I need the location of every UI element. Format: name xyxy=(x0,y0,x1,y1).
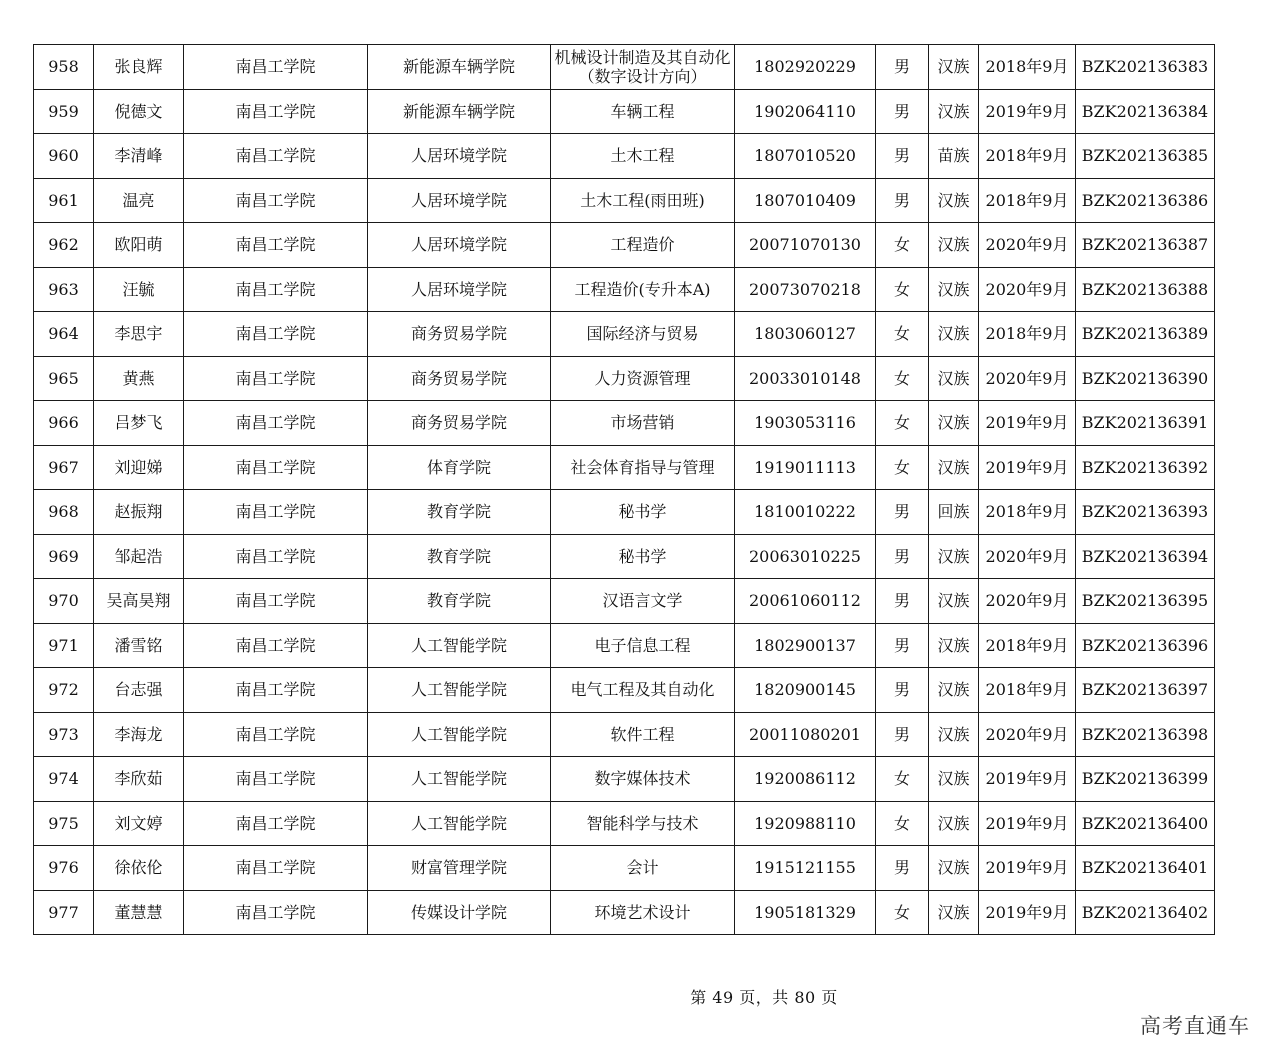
cell-cert-no: BZK202136402 xyxy=(1076,890,1215,935)
cell-enroll-date: 2019年9月 xyxy=(979,846,1076,891)
cell-gender: 男 xyxy=(876,45,929,90)
page-footer xyxy=(0,985,1280,1008)
cell-gender: 女 xyxy=(876,445,929,490)
cell-cert-no: BZK202136393 xyxy=(1076,490,1215,535)
cell-ethnicity: 汉族 xyxy=(929,712,979,757)
cell-student-id: 20033010148 xyxy=(735,356,876,401)
cell-enroll-date: 2020年9月 xyxy=(979,579,1076,624)
cell-gender: 女 xyxy=(876,267,929,312)
cell-name: 潘雪铭 xyxy=(94,623,184,668)
table-row xyxy=(34,490,1215,535)
cell-enroll-date: 2018年9月 xyxy=(979,668,1076,713)
cell-school: 南昌工学院 xyxy=(184,89,368,134)
cell-enroll-date: 2019年9月 xyxy=(979,89,1076,134)
cell-ethnicity: 苗族 xyxy=(929,134,979,179)
cell-cert-no: BZK202136400 xyxy=(1076,801,1215,846)
cell-cert-no: BZK202136392 xyxy=(1076,445,1215,490)
cell-ethnicity: 汉族 xyxy=(929,579,979,624)
cell-student-id: 1820900145 xyxy=(735,668,876,713)
cell-college: 新能源车辆学院 xyxy=(368,45,551,90)
cell-cert-no: BZK202136383 xyxy=(1076,45,1215,90)
cell-school: 南昌工学院 xyxy=(184,178,368,223)
cell-name: 汪毓 xyxy=(94,267,184,312)
table-row xyxy=(34,267,1215,312)
cell-gender: 女 xyxy=(876,356,929,401)
cell-name: 欧阳萌 xyxy=(94,223,184,268)
cell-ethnicity: 汉族 xyxy=(929,846,979,891)
cell-student-id: 1810010222 xyxy=(735,490,876,535)
cell-name: 赵振翔 xyxy=(94,490,184,535)
cell-major: 人力资源管理 xyxy=(551,356,735,401)
cell-name: 温亮 xyxy=(94,178,184,223)
cell-cert-no: BZK202136387 xyxy=(1076,223,1215,268)
cell-name: 董慧慧 xyxy=(94,890,184,935)
cell-major: 汉语言文学 xyxy=(551,579,735,624)
table-row xyxy=(34,579,1215,624)
cell-cert-no: BZK202136386 xyxy=(1076,178,1215,223)
cell-college: 人工智能学院 xyxy=(368,623,551,668)
table-row xyxy=(34,45,1215,90)
cell-seq: 968 xyxy=(34,490,94,535)
student-roster-table xyxy=(33,44,1215,935)
page-middle: 页，共 xyxy=(733,988,795,1007)
cell-ethnicity: 汉族 xyxy=(929,223,979,268)
cell-name: 李欣茹 xyxy=(94,757,184,802)
cell-gender: 男 xyxy=(876,846,929,891)
cell-name: 台志强 xyxy=(94,668,184,713)
cell-student-id: 1903053116 xyxy=(735,401,876,446)
cell-school: 南昌工学院 xyxy=(184,890,368,935)
cell-college: 人工智能学院 xyxy=(368,801,551,846)
cell-name: 吕梦飞 xyxy=(94,401,184,446)
cell-seq: 964 xyxy=(34,312,94,357)
cell-enroll-date: 2018年9月 xyxy=(979,623,1076,668)
cell-student-id: 20073070218 xyxy=(735,267,876,312)
cell-seq: 975 xyxy=(34,801,94,846)
cell-seq: 961 xyxy=(34,178,94,223)
cell-name: 李清峰 xyxy=(94,134,184,179)
cell-college: 人工智能学院 xyxy=(368,712,551,757)
cell-cert-no: BZK202136397 xyxy=(1076,668,1215,713)
cell-major: 工程造价 xyxy=(551,223,735,268)
cell-student-id: 1802920229 xyxy=(735,45,876,90)
cell-student-id: 1807010409 xyxy=(735,178,876,223)
cell-ethnicity: 汉族 xyxy=(929,757,979,802)
table-row xyxy=(34,534,1215,579)
cell-enroll-date: 2019年9月 xyxy=(979,801,1076,846)
cell-enroll-date: 2018年9月 xyxy=(979,312,1076,357)
cell-school: 南昌工学院 xyxy=(184,579,368,624)
cell-ethnicity: 回族 xyxy=(929,490,979,535)
cell-seq: 976 xyxy=(34,846,94,891)
cell-seq: 959 xyxy=(34,89,94,134)
table-row xyxy=(34,356,1215,401)
cell-college: 商务贸易学院 xyxy=(368,401,551,446)
cell-college: 商务贸易学院 xyxy=(368,356,551,401)
cell-college: 商务贸易学院 xyxy=(368,312,551,357)
cell-seq: 977 xyxy=(34,890,94,935)
cell-ethnicity: 汉族 xyxy=(929,401,979,446)
cell-major: 市场营销 xyxy=(551,401,735,446)
cell-college: 财富管理学院 xyxy=(368,846,551,891)
cell-gender: 男 xyxy=(876,668,929,713)
cell-enroll-date: 2020年9月 xyxy=(979,712,1076,757)
cell-enroll-date: 2018年9月 xyxy=(979,490,1076,535)
cell-gender: 男 xyxy=(876,623,929,668)
cell-name: 倪德文 xyxy=(94,89,184,134)
cell-seq: 967 xyxy=(34,445,94,490)
cell-gender: 女 xyxy=(876,312,929,357)
cell-seq: 962 xyxy=(34,223,94,268)
page-prefix: 第 xyxy=(690,988,713,1007)
cell-student-id: 1919011113 xyxy=(735,445,876,490)
cell-gender: 女 xyxy=(876,801,929,846)
cell-name: 李海龙 xyxy=(94,712,184,757)
cell-college: 人居环境学院 xyxy=(368,178,551,223)
cell-enroll-date: 2019年9月 xyxy=(979,401,1076,446)
cell-school: 南昌工学院 xyxy=(184,356,368,401)
cell-name: 张良辉 xyxy=(94,45,184,90)
cell-ethnicity: 汉族 xyxy=(929,445,979,490)
cell-school: 南昌工学院 xyxy=(184,223,368,268)
cell-major: 工程造价(专升本A) xyxy=(551,267,735,312)
cell-student-id: 1920988110 xyxy=(735,801,876,846)
cell-cert-no: BZK202136389 xyxy=(1076,312,1215,357)
cell-student-id: 1807010520 xyxy=(735,134,876,179)
cell-major: 车辆工程 xyxy=(551,89,735,134)
table-row xyxy=(34,757,1215,802)
cell-enroll-date: 2019年9月 xyxy=(979,445,1076,490)
cell-ethnicity: 汉族 xyxy=(929,312,979,357)
cell-ethnicity: 汉族 xyxy=(929,890,979,935)
cell-college: 体育学院 xyxy=(368,445,551,490)
cell-cert-no: BZK202136394 xyxy=(1076,534,1215,579)
cell-major: 社会体育指导与管理 xyxy=(551,445,735,490)
cell-seq: 971 xyxy=(34,623,94,668)
table-row xyxy=(34,846,1215,891)
cell-ethnicity: 汉族 xyxy=(929,45,979,90)
cell-cert-no: BZK202136398 xyxy=(1076,712,1215,757)
table-row xyxy=(34,712,1215,757)
cell-school: 南昌工学院 xyxy=(184,757,368,802)
table-row xyxy=(34,134,1215,179)
cell-seq: 960 xyxy=(34,134,94,179)
cell-major: 秘书学 xyxy=(551,490,735,535)
cell-gender: 女 xyxy=(876,223,929,268)
cell-gender: 女 xyxy=(876,401,929,446)
cell-cert-no: BZK202136399 xyxy=(1076,757,1215,802)
cell-student-id: 20063010225 xyxy=(735,534,876,579)
cell-enroll-date: 2018年9月 xyxy=(979,178,1076,223)
cell-college: 传媒设计学院 xyxy=(368,890,551,935)
cell-school: 南昌工学院 xyxy=(184,134,368,179)
cell-college: 新能源车辆学院 xyxy=(368,89,551,134)
cell-gender: 男 xyxy=(876,534,929,579)
cell-name: 刘迎娣 xyxy=(94,445,184,490)
cell-seq: 970 xyxy=(34,579,94,624)
cell-college: 人居环境学院 xyxy=(368,134,551,179)
cell-school: 南昌工学院 xyxy=(184,712,368,757)
cell-ethnicity: 汉族 xyxy=(929,89,979,134)
cell-enroll-date: 2019年9月 xyxy=(979,757,1076,802)
cell-major: 软件工程 xyxy=(551,712,735,757)
cell-major: 机械设计制造及其自动化（数字设计方向） xyxy=(551,45,735,90)
table-row xyxy=(34,223,1215,268)
cell-seq: 969 xyxy=(34,534,94,579)
cell-student-id: 20011080201 xyxy=(735,712,876,757)
cell-cert-no: BZK202136401 xyxy=(1076,846,1215,891)
cell-ethnicity: 汉族 xyxy=(929,668,979,713)
cell-student-id: 1902064110 xyxy=(735,89,876,134)
cell-cert-no: BZK202136395 xyxy=(1076,579,1215,624)
cell-student-id: 1802900137 xyxy=(735,623,876,668)
cell-cert-no: BZK202136384 xyxy=(1076,89,1215,134)
cell-seq: 973 xyxy=(34,712,94,757)
page-number: 49 xyxy=(712,988,734,1007)
cell-name: 邹起浩 xyxy=(94,534,184,579)
cell-seq: 974 xyxy=(34,757,94,802)
table-row xyxy=(34,445,1215,490)
cell-cert-no: BZK202136390 xyxy=(1076,356,1215,401)
cell-name: 吴高昊翔 xyxy=(94,579,184,624)
cell-college: 教育学院 xyxy=(368,490,551,535)
cell-name: 刘文婷 xyxy=(94,801,184,846)
cell-name: 黄燕 xyxy=(94,356,184,401)
cell-gender: 男 xyxy=(876,134,929,179)
table-row xyxy=(34,801,1215,846)
cell-college: 人居环境学院 xyxy=(368,223,551,268)
cell-major: 土木工程 xyxy=(551,134,735,179)
cell-student-id: 1905181329 xyxy=(735,890,876,935)
cell-major: 会计 xyxy=(551,846,735,891)
cell-college: 人工智能学院 xyxy=(368,757,551,802)
cell-enroll-date: 2020年9月 xyxy=(979,223,1076,268)
cell-gender: 男 xyxy=(876,178,929,223)
cell-major: 数字媒体技术 xyxy=(551,757,735,802)
cell-student-id: 20061060112 xyxy=(735,579,876,624)
cell-seq: 972 xyxy=(34,668,94,713)
page-suffix: 页 xyxy=(815,988,838,1007)
cell-gender: 男 xyxy=(876,490,929,535)
cell-college: 教育学院 xyxy=(368,579,551,624)
cell-school: 南昌工学院 xyxy=(184,668,368,713)
cell-school: 南昌工学院 xyxy=(184,801,368,846)
table-row xyxy=(34,312,1215,357)
cell-ethnicity: 汉族 xyxy=(929,267,979,312)
cell-school: 南昌工学院 xyxy=(184,445,368,490)
cell-major: 国际经济与贸易 xyxy=(551,312,735,357)
cell-ethnicity: 汉族 xyxy=(929,801,979,846)
cell-gender: 男 xyxy=(876,579,929,624)
cell-major: 智能科学与技术 xyxy=(551,801,735,846)
cell-college: 人居环境学院 xyxy=(368,267,551,312)
cell-school: 南昌工学院 xyxy=(184,534,368,579)
cell-major: 电气工程及其自动化 xyxy=(551,668,735,713)
cell-cert-no: BZK202136388 xyxy=(1076,267,1215,312)
cell-school: 南昌工学院 xyxy=(184,623,368,668)
cell-major: 秘书学 xyxy=(551,534,735,579)
cell-school: 南昌工学院 xyxy=(184,401,368,446)
cell-enroll-date: 2018年9月 xyxy=(979,45,1076,90)
table-row xyxy=(34,401,1215,446)
cell-ethnicity: 汉族 xyxy=(929,534,979,579)
page-total: 80 xyxy=(794,988,816,1007)
cell-gender: 女 xyxy=(876,890,929,935)
cell-enroll-date: 2020年9月 xyxy=(979,534,1076,579)
cell-seq: 963 xyxy=(34,267,94,312)
cell-major: 土木工程(雨田班) xyxy=(551,178,735,223)
cell-gender: 女 xyxy=(876,757,929,802)
cell-enroll-date: 2019年9月 xyxy=(979,890,1076,935)
cell-ethnicity: 汉族 xyxy=(929,356,979,401)
roster-body xyxy=(34,45,1215,935)
cell-enroll-date: 2020年9月 xyxy=(979,267,1076,312)
cell-cert-no: BZK202136391 xyxy=(1076,401,1215,446)
cell-school: 南昌工学院 xyxy=(184,312,368,357)
cell-name: 徐依伦 xyxy=(94,846,184,891)
cell-seq: 966 xyxy=(34,401,94,446)
table-row xyxy=(34,623,1215,668)
cell-cert-no: BZK202136385 xyxy=(1076,134,1215,179)
cell-enroll-date: 2020年9月 xyxy=(979,356,1076,401)
cell-major: 电子信息工程 xyxy=(551,623,735,668)
cell-major: 环境艺术设计 xyxy=(551,890,735,935)
table-row xyxy=(34,89,1215,134)
cell-school: 南昌工学院 xyxy=(184,45,368,90)
cell-ethnicity: 汉族 xyxy=(929,178,979,223)
table-row xyxy=(34,668,1215,713)
cell-college: 教育学院 xyxy=(368,534,551,579)
cell-name: 李思宇 xyxy=(94,312,184,357)
cell-seq: 958 xyxy=(34,45,94,90)
table-row xyxy=(34,890,1215,935)
watermark: 高考直通车 xyxy=(1140,1014,1250,1038)
cell-gender: 男 xyxy=(876,89,929,134)
cell-student-id: 1915121155 xyxy=(735,846,876,891)
cell-seq: 965 xyxy=(34,356,94,401)
cell-cert-no: BZK202136396 xyxy=(1076,623,1215,668)
cell-enroll-date: 2018年9月 xyxy=(979,134,1076,179)
cell-ethnicity: 汉族 xyxy=(929,623,979,668)
cell-student-id: 1920086112 xyxy=(735,757,876,802)
cell-gender: 男 xyxy=(876,712,929,757)
cell-school: 南昌工学院 xyxy=(184,846,368,891)
cell-student-id: 20071070130 xyxy=(735,223,876,268)
cell-student-id: 1803060127 xyxy=(735,312,876,357)
cell-school: 南昌工学院 xyxy=(184,490,368,535)
table-row xyxy=(34,178,1215,223)
cell-college: 人工智能学院 xyxy=(368,668,551,713)
cell-school: 南昌工学院 xyxy=(184,267,368,312)
